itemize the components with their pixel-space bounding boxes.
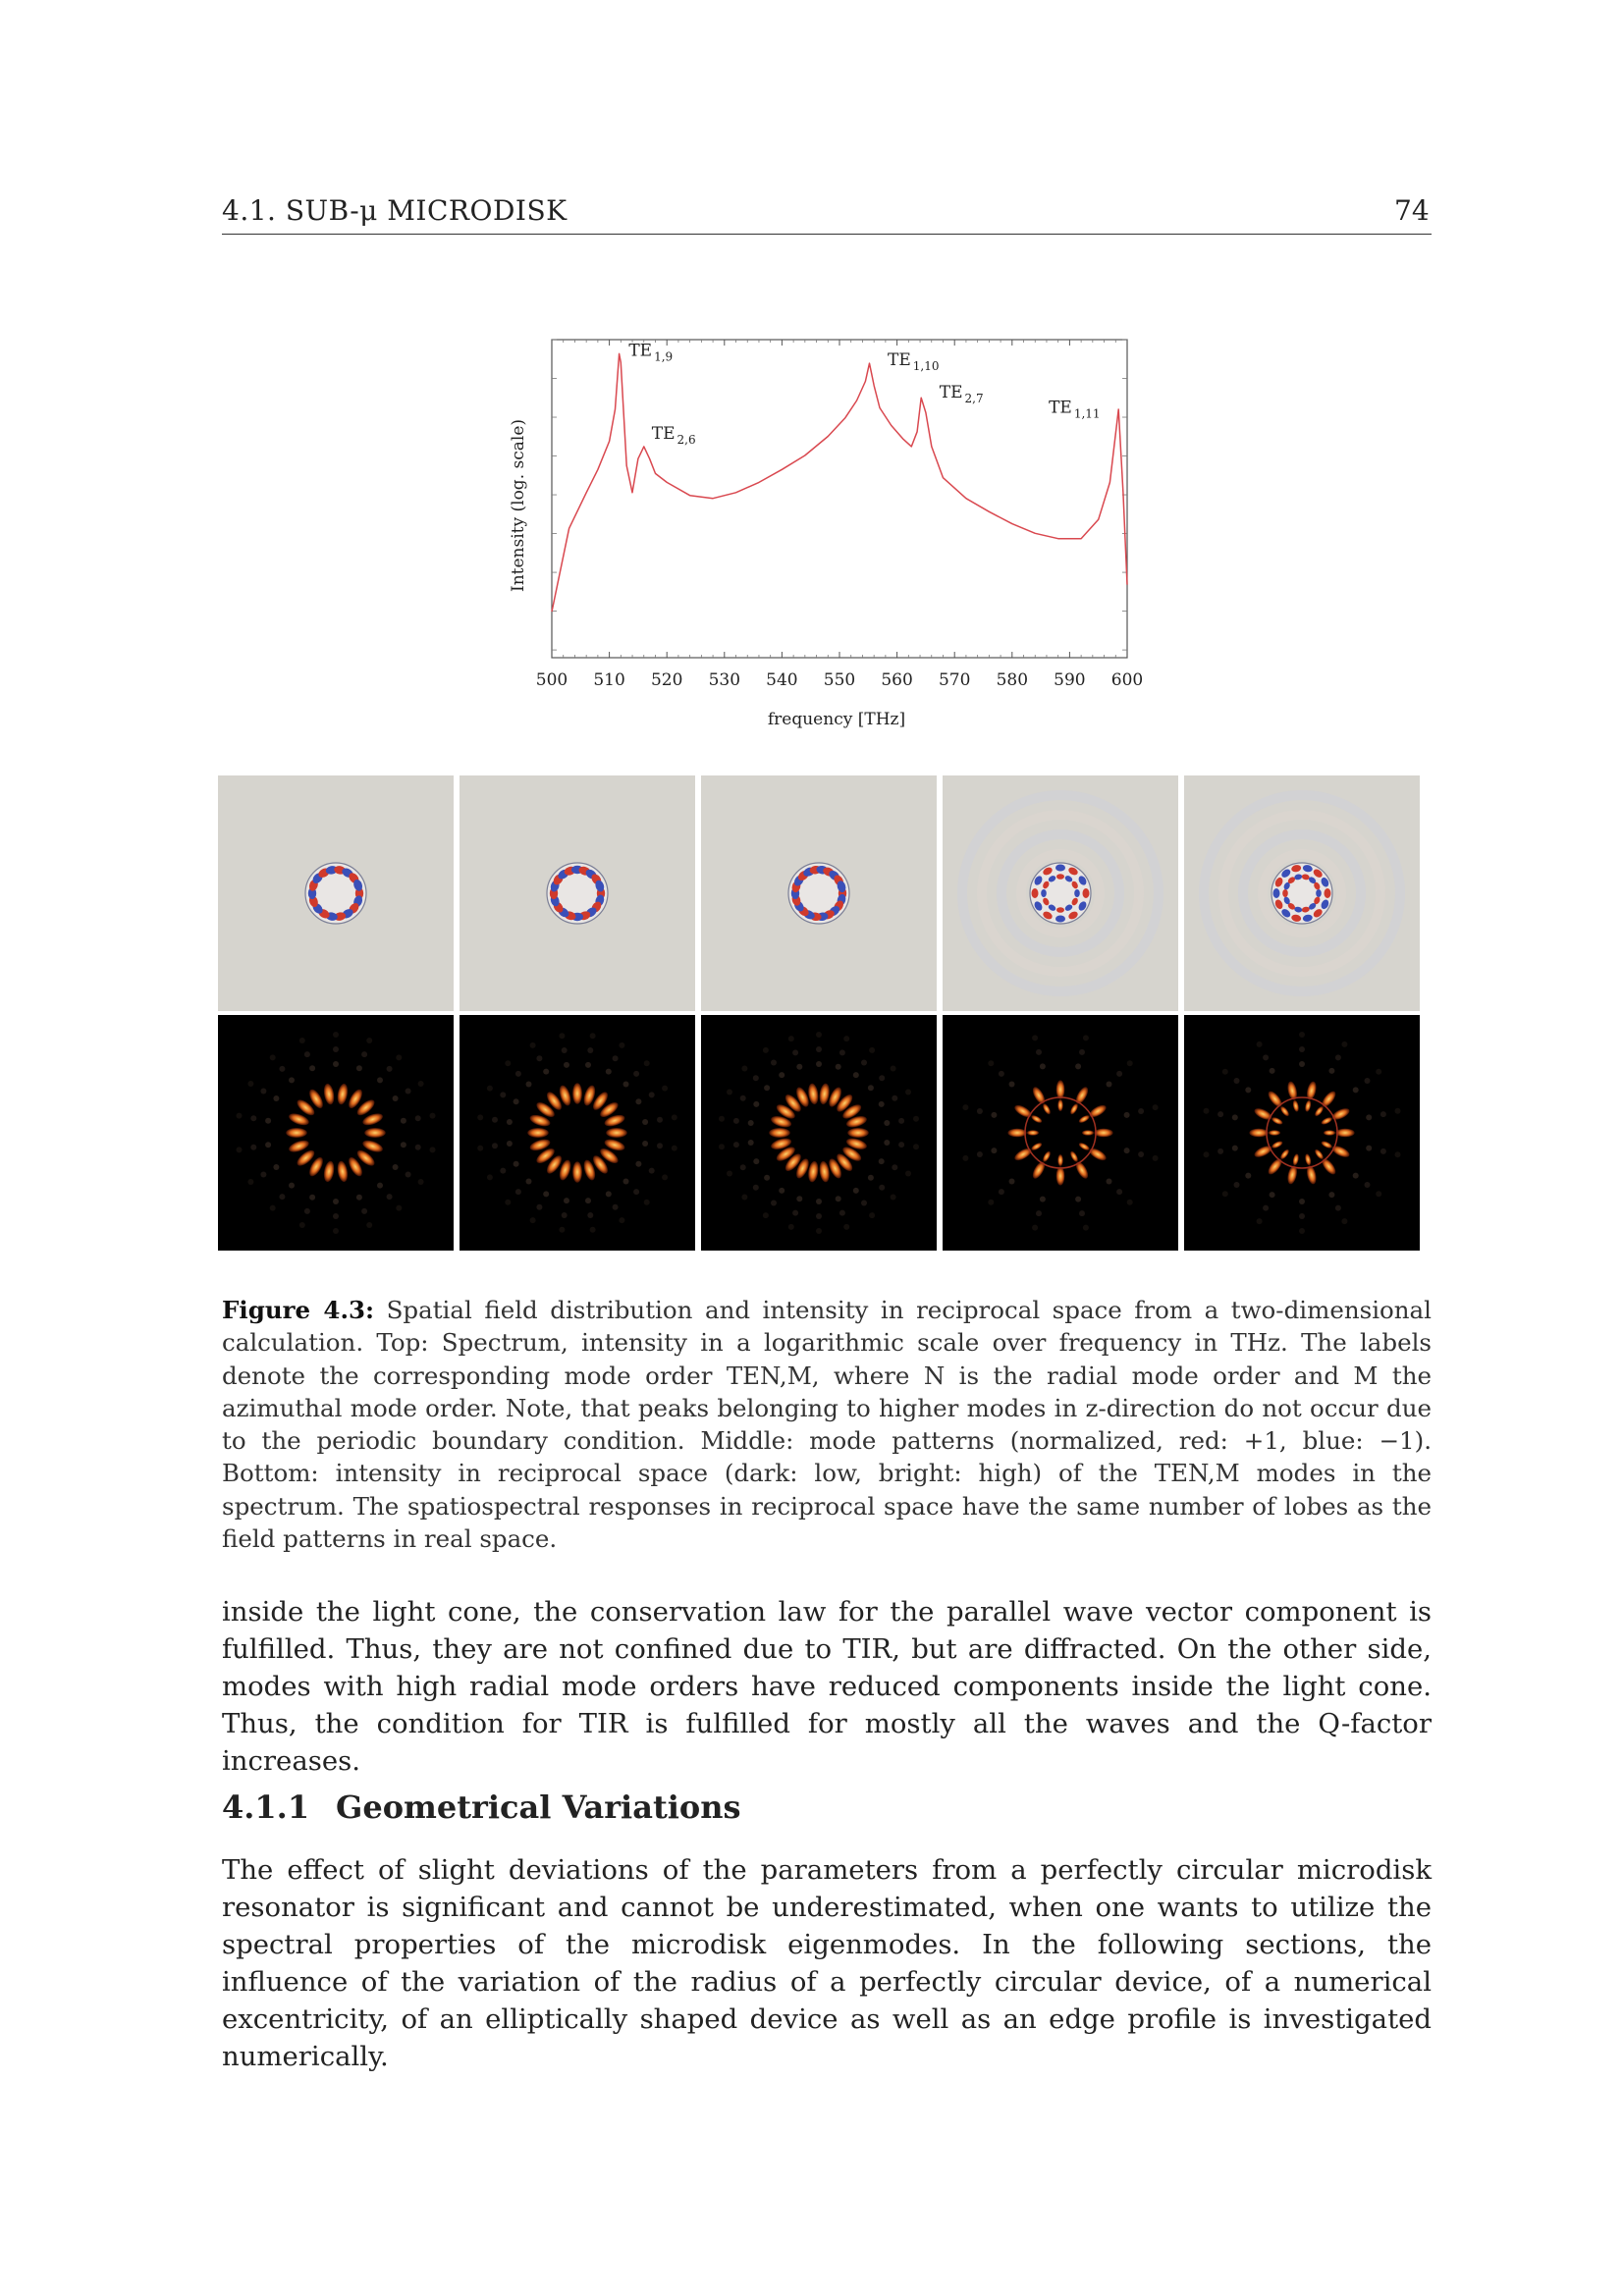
peak-label: TE $_{1,9}$ <box>628 341 674 364</box>
x-tick-label: 600 <box>1110 670 1144 690</box>
chart-annotations <box>628 342 1100 447</box>
section-title: Geometrical Variations <box>336 1789 741 1826</box>
x-tick-label: 560 <box>881 670 913 690</box>
caption-text: Spatial field distribution and intensity in reciprocal space from a two-dimensional calculation. Top: Spectrum, intensity in a logarithmic scale over frequency in THz. The labels denote the corresponding mode order TEN,M, where N is the radial mode order and M the azimuthal mode order. Note, that peaks belonging to higher modes in z-direction do not occur due to the periodic boundary condition. Middle: mode patterns (normalized, red: +1, blue: −1). Bottom: intensity in reciprocal space (dark: low, bright: high) of the TEN,M modes in the spectrum. The spatiospectral responses in reciprocal space have the same number of lobes as the field patterns in real space. <box>222 1296 1432 1554</box>
running-header-title: 4.1. SUB-μ MICRODISK <box>222 194 568 227</box>
reciprocal-intensity-image <box>218 1015 454 1251</box>
x-tick-label: 550 <box>823 670 856 690</box>
peak-label: TE $_{2,7}$ <box>939 383 984 406</box>
x-tick-label: 530 <box>708 670 741 690</box>
body-paragraph-1: inside the light cone, the conservation law for the parallel wave vector component is fulfilled. Thus, they are not confined due to TIR, but are diffracted. On the other side, modes with high radial mode orders have reduced components inside the light cone. Thus, the condition for TIR is fulfilled for mostly all the waves and the Q-factor increases. <box>222 1596 1432 1777</box>
mode-pattern-image <box>701 775 937 1011</box>
caption-label: Figure 4.3: <box>222 1296 375 1324</box>
x-tick-label: 570 <box>938 670 971 690</box>
page-number: 74 <box>1394 194 1430 227</box>
x-tick-label: 520 <box>650 670 683 690</box>
chart-frame <box>552 340 1127 658</box>
x-tick-label: 500 <box>535 670 568 690</box>
plot-frame <box>552 340 1127 658</box>
section-heading <box>222 1789 741 1826</box>
x-tick-label: 540 <box>766 670 798 690</box>
reciprocal-intensity-image <box>1184 1015 1420 1251</box>
header-rule <box>222 234 1432 235</box>
peak-label: TE $_{1,11}$ <box>1049 398 1101 421</box>
peak-label: TE $_{2,6}$ <box>651 423 696 447</box>
y-axis-label: Intensity (log. scale) <box>509 418 528 593</box>
reciprocal-intensity-image <box>460 1015 695 1251</box>
mode-pattern-image <box>460 775 695 1011</box>
mode-pattern-image <box>1184 775 1420 1011</box>
peak-label: TE $_{1,10}$ <box>888 349 940 373</box>
reciprocal-intensity-image <box>701 1015 937 1251</box>
x-tick-label: 580 <box>996 670 1029 690</box>
x-axis-label: frequency [THz] <box>767 710 906 729</box>
spectrum-line <box>552 353 1127 612</box>
x-tick-label: 590 <box>1054 670 1086 690</box>
reciprocal-intensity-image <box>943 1015 1178 1251</box>
body-paragraph-2: The effect of slight deviations of the parameters from a perfectly circular microdisk resonator is significant and cannot be underestimated, when one wants to utilize the spectral properties of the microdisk eigenmodes. In the following sections, the influence of the variation of the radius of a perfectly circular device, of a numerical excentricity, of an elliptically shaped device as well as an edge profile is investigated numerically. <box>222 1854 1432 2072</box>
chart-series <box>552 353 1127 612</box>
mode-pattern-image <box>218 775 454 1011</box>
x-tick-label: 510 <box>593 670 625 690</box>
section-number: 4.1.1 <box>222 1789 310 1826</box>
figure-caption <box>222 1294 1432 1555</box>
spectrum-chart <box>491 334 1159 746</box>
chart-ticks <box>536 340 1143 690</box>
mode-pattern-image <box>943 775 1178 1011</box>
